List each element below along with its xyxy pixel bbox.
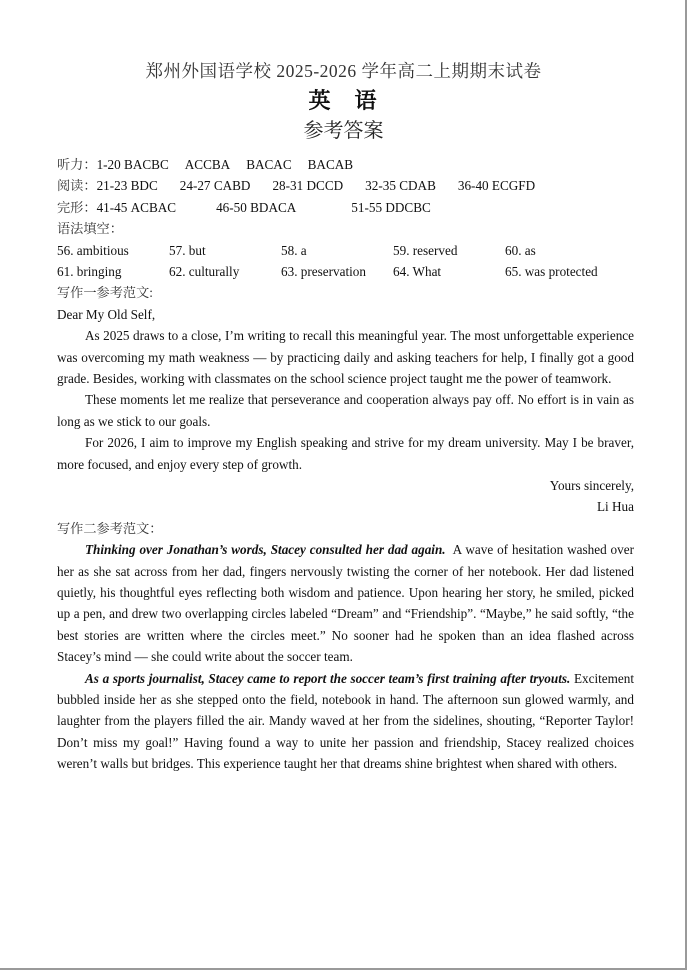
- writing1-paragraph: As 2025 draws to a close, I’m writing to recall this meaningful year. The most unforgettable experience was overcoming my math weakness — by practicing daily and asking teachers for help, I finally got a good grade. Besides, working with classmates on the school science project taught me the power of teamwork.: [57, 328, 634, 386]
- exam-title: 郑州外国语学校 2025-2026 学年高二上期期末试卷: [145, 61, 542, 81]
- grammar-answer: 58. a: [281, 242, 307, 258]
- subject-char-1: 英: [308, 89, 333, 114]
- grammar-answer: 65. was protected: [505, 263, 598, 279]
- document-body: [57, 154, 634, 775]
- writing1-paragraph: For 2026, I aim to improve my English speaking and strive for my dream university. May I be braver, more focused, and enjoy every step of growth.: [57, 435, 634, 472]
- writing2-paragraph: [57, 539, 634, 667]
- answer-group: 28-31 DCCD: [272, 178, 344, 194]
- letter-closing: Yours sincerely,: [549, 477, 634, 493]
- grammar-answer: 60. as: [505, 242, 536, 258]
- answer-group: BACAC: [246, 157, 292, 172]
- grammar-answer: 62. culturally: [169, 263, 240, 279]
- answer-group: 36-40 ECGFD: [457, 178, 536, 194]
- listening-answers: [57, 154, 634, 175]
- answer-group: 24-27 CABD: [179, 178, 251, 194]
- writing2-label: 写作二参考范文：: [57, 520, 163, 536]
- paragraph-body: A wave of hesitation washed over her as she sat across from her dad, fingers nervously twisting the corner of her notebook. Her dad listened quietly, his thoughtful eyes reflecting both wisdom and patience. Upon hearing her story, he smiled, picked up a pen, and drew two overlapping circles labeled “Dream” and “Friendship”. “Maybe,” he said softly, “the best stories are written where the circles meet.” No sooner had he spoken than an idea flashed across Stacey’s mind — she could write about the soccer team.: [57, 542, 634, 665]
- grammar-answer: 61. bringing: [57, 263, 122, 279]
- paragraph-body: Excitement bubbled inside her as she stepped onto the field, notebook in hand. The afternoon sun glowed warmly, and laughter from the players filled the air. Mandy waved at her from the sidelines, shouting, “Reporter Taylor! Don’t miss my goal!” Having found a way to unite her passion and friendship, Stacey realized choices weren’t walls but bridges. This experience taught her that dreams shine brightest when shared with others.: [57, 670, 635, 772]
- answer-group: ACCBA: [184, 157, 231, 172]
- grammar-answer: 56. ambitious: [57, 242, 129, 258]
- grammar-answers-row-1: [57, 240, 634, 261]
- subject-title: [0, 84, 687, 115]
- paragraph-lead-sentence: As a sports journalist, Stacey came to report the soccer team’s first training after tryouts.: [85, 670, 571, 686]
- grammar-answer: 59. reserved: [393, 242, 458, 258]
- writing1-label: 写作一参考范文:: [57, 285, 153, 301]
- reading-answers: [57, 175, 634, 196]
- writing1-paragraph: These moments let me realize that perseverance and cooperation always pay off. No effort is in vain as long as we stick to our goals.: [57, 392, 634, 429]
- answer-group: 32-35 CDAB: [365, 178, 436, 194]
- grammar-answers-row-2: [57, 261, 634, 282]
- answer-group: BACAB: [307, 157, 354, 172]
- grammar-label: 语法填空：: [57, 221, 123, 237]
- grammar-answer: 63. preservation: [281, 263, 366, 279]
- letter-signature: Li Hua: [597, 499, 634, 515]
- grammar-answer: 64. What: [393, 263, 442, 279]
- answer-group: 51-55 DDCBC: [351, 199, 431, 215]
- reading-label: 阅读：: [57, 178, 97, 194]
- grammar-answer: 57. but: [169, 242, 206, 258]
- answer-group: 1-20 BACBC: [96, 157, 169, 172]
- answer-key-subtitle: 参考答案: [303, 120, 384, 142]
- listening-label: 听力：: [57, 157, 97, 172]
- writing2-paragraph: [57, 668, 634, 775]
- answer-group: 41-45 ACBAC: [96, 199, 177, 215]
- letter-salutation: Dear My Old Self,: [57, 306, 156, 322]
- answer-group: 21-23 BDC: [96, 178, 158, 194]
- subject-char-2: 语: [354, 89, 379, 114]
- answer-group: 46-50 BDACA: [216, 199, 297, 215]
- cloze-label: 完形：: [57, 199, 97, 215]
- cloze-answers: [57, 197, 634, 218]
- paragraph-lead-sentence: Thinking over Jonathan’s words, Stacey consulted her dad again.: [85, 542, 446, 558]
